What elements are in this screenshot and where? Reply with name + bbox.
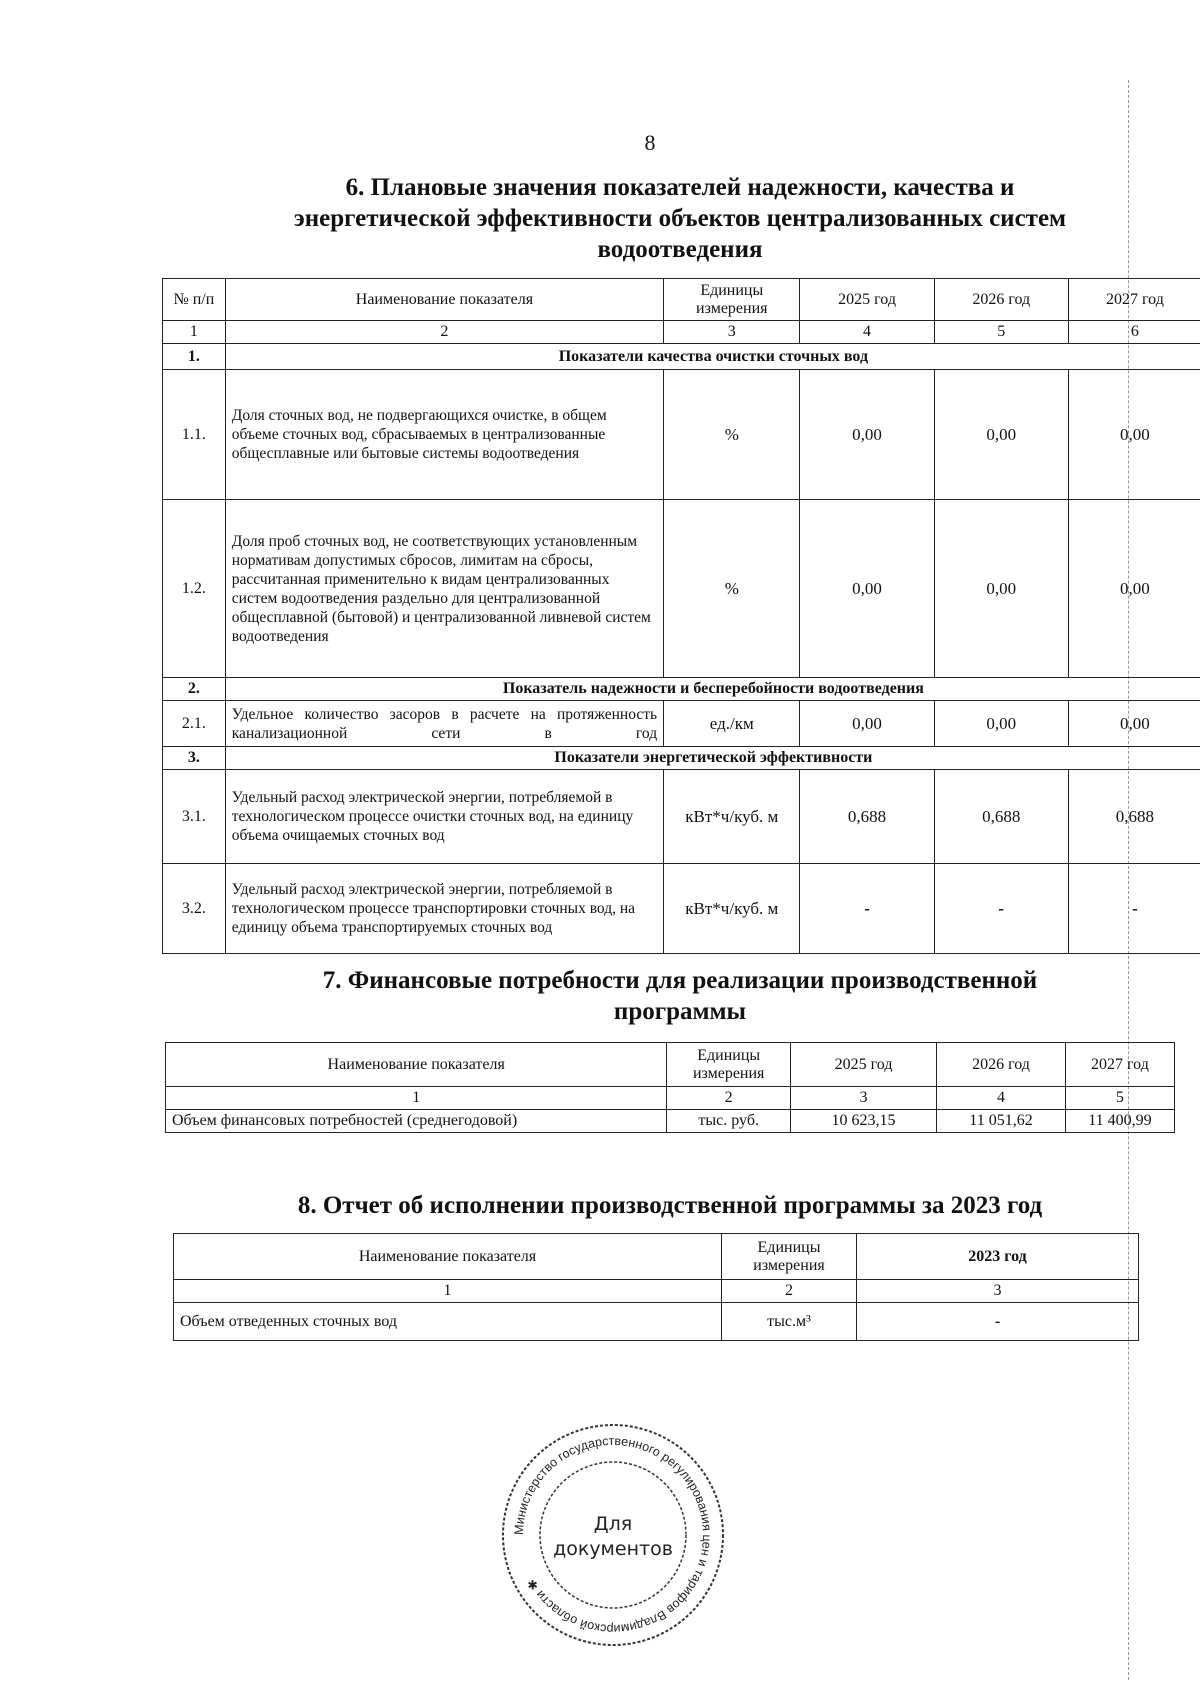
table-row <box>166 1110 1175 1133</box>
financial-needs-table <box>165 1042 1175 1133</box>
table-row <box>163 701 1200 747</box>
row-value-2027: 11 400,99 <box>1065 1110 1174 1133</box>
col-number: 5 <box>934 321 1068 344</box>
header-2025: 2025 год <box>800 279 934 321</box>
header-2027: 2027 год <box>1065 1043 1174 1087</box>
col-number: 2 <box>225 321 663 344</box>
group-row <box>163 678 1200 701</box>
table-row <box>174 1303 1139 1341</box>
header-2023: 2023 год <box>857 1234 1139 1280</box>
row-value-2027: 0,00 <box>1068 370 1200 500</box>
row-unit: ед./км <box>664 701 800 747</box>
row-value-2025: 0,00 <box>800 701 934 747</box>
row-value-2026: 0,00 <box>934 701 1068 747</box>
header-name: Наименование показателя <box>174 1234 722 1280</box>
row-value-2026: 11 051,62 <box>937 1110 1066 1133</box>
group-title: Показатели энергетической эффективности <box>225 747 1200 770</box>
section-6-title <box>230 172 1130 265</box>
row-value-2027: - <box>1068 864 1200 954</box>
row-value-2026: 0,00 <box>934 500 1068 678</box>
group-title: Показатель надежности и бесперебойности водоотведения <box>225 678 1200 701</box>
row-value-2027: 0,00 <box>1068 701 1200 747</box>
row-num: 3.2. <box>163 864 226 954</box>
col-number: 1 <box>166 1087 667 1110</box>
col-number: 1 <box>174 1280 722 1303</box>
row-value-2025: - <box>800 864 934 954</box>
table-header-row <box>174 1234 1139 1280</box>
section-7-title-line-2: программы <box>613 998 747 1025</box>
row-name: Доля проб сточных вод, не соответствующих установленным нормативам допустимых сбросов, лимитам на сбросы, рассчитанная применительно к видам централизованных систем водоотведения раздельно для централизованной общесплавной (бытовой) и централизованной ливневой систем водоотведения <box>225 500 663 678</box>
header-unit: Единицы измерения <box>664 279 800 321</box>
row-unit: тыс. руб. <box>667 1110 791 1133</box>
header-name: Наименование показателя <box>166 1043 667 1087</box>
row-value-2025: 0,00 <box>800 500 934 678</box>
column-number-row <box>163 321 1200 344</box>
row-name: Удельное количество засоров в расчете на протяженность канализационной сети в год <box>225 701 663 747</box>
column-number-row <box>166 1087 1175 1110</box>
row-value-2023: - <box>857 1303 1139 1341</box>
row-value-2026: - <box>934 864 1068 954</box>
section-7-title <box>270 965 1090 1027</box>
row-num: 1.2. <box>163 500 226 678</box>
col-number: 2 <box>667 1087 791 1110</box>
section-7-title-line-1: 7. Финансовые потребности для реализации производственной <box>322 967 1038 994</box>
col-number: 2 <box>722 1280 857 1303</box>
stamp-inner-ring <box>540 1462 686 1608</box>
header-2027: 2027 год <box>1068 279 1200 321</box>
col-number: 3 <box>664 321 800 344</box>
section-6-title-line-3: водоотведения <box>597 236 763 263</box>
section-6-title-line-2: энергетической эффективности объектов централизованных систем <box>293 205 1067 232</box>
row-num: 1.1. <box>163 370 226 500</box>
reliability-indicators-table <box>162 278 1200 954</box>
header-2025: 2025 год <box>790 1043 936 1087</box>
page-number: 8 <box>644 130 656 155</box>
row-value-2025: 0,688 <box>800 770 934 864</box>
table-row <box>163 770 1200 864</box>
header-2026: 2026 год <box>934 279 1068 321</box>
stamp-center-line-1: Для <box>593 1513 633 1535</box>
row-num: 3.1. <box>163 770 226 864</box>
section-8-title: 8. Отчет об исполнении производственной программы за 2023 год <box>297 1192 1043 1219</box>
group-num: 2. <box>163 678 226 701</box>
table-header-row <box>163 279 1200 321</box>
row-unit: кВт*ч/куб. м <box>664 864 800 954</box>
row-num: 2.1. <box>163 701 226 747</box>
table-row <box>163 500 1200 678</box>
stamp-outer-ring <box>503 1425 723 1645</box>
row-value-2027: 0,688 <box>1068 770 1200 864</box>
row-name: Удельный расход электрической энергии, потребляемой в технологическом процессе очистки сточных вод, на единицу объема очищаемых сточных вод <box>225 770 663 864</box>
row-name: Объем финансовых потребностей (среднегодовой) <box>166 1110 667 1133</box>
group-num: 3. <box>163 747 226 770</box>
col-number: 4 <box>800 321 934 344</box>
header-name: Наименование показателя <box>225 279 663 321</box>
row-value-2027: 0,00 <box>1068 500 1200 678</box>
header-unit: Единицы измерения <box>667 1043 791 1087</box>
section-6-title-line-1: 6. Плановые значения показателей надежности, качества и <box>345 174 1015 201</box>
row-value-2026: 0,00 <box>934 370 1068 500</box>
col-number: 4 <box>937 1087 1066 1110</box>
table-header-row <box>166 1043 1175 1087</box>
table-row <box>163 864 1200 954</box>
row-name: Объем отведенных сточных вод <box>174 1303 722 1341</box>
column-number-row <box>174 1280 1139 1303</box>
group-title: Показатели качества очистки сточных вод <box>225 344 1200 370</box>
official-stamp <box>498 1420 728 1650</box>
col-number: 3 <box>857 1280 1139 1303</box>
header-unit: Единицы измерения <box>722 1234 857 1280</box>
group-num: 1. <box>163 344 226 370</box>
row-name: Удельный расход электрической энергии, потребляемой в технологическом процессе транспортировки сточных вод, на единицу объема транспортируемых сточных вод <box>225 864 663 954</box>
row-value-2025: 0,00 <box>800 370 934 500</box>
group-row <box>163 747 1200 770</box>
row-value-2025: 10 623,15 <box>790 1110 936 1133</box>
row-unit: % <box>664 500 800 678</box>
row-value-2026: 0,688 <box>934 770 1068 864</box>
stamp-center-line-2: документов <box>553 1538 673 1560</box>
group-row <box>163 344 1200 370</box>
row-unit: % <box>664 370 800 500</box>
row-unit: кВт*ч/куб. м <box>664 770 800 864</box>
header-2026: 2026 год <box>937 1043 1066 1087</box>
row-name: Доля сточных вод, не подвергающихся очистке, в общем объеме сточных вод, сбрасываемых в централизованные общесплавные или бытовые системы водоотведения <box>225 370 663 500</box>
col-number: 6 <box>1068 321 1200 344</box>
stamp-ring-text: Министерство государственного регулирования цен и тарифов Владимирской области ✱ <box>511 1433 715 1637</box>
program-report-table <box>173 1233 1139 1341</box>
header-num: № п/п <box>163 279 226 321</box>
row-unit: тыс.м³ <box>722 1303 857 1341</box>
col-number: 3 <box>790 1087 936 1110</box>
table-row <box>163 370 1200 500</box>
col-number: 1 <box>163 321 226 344</box>
col-number: 5 <box>1065 1087 1174 1110</box>
